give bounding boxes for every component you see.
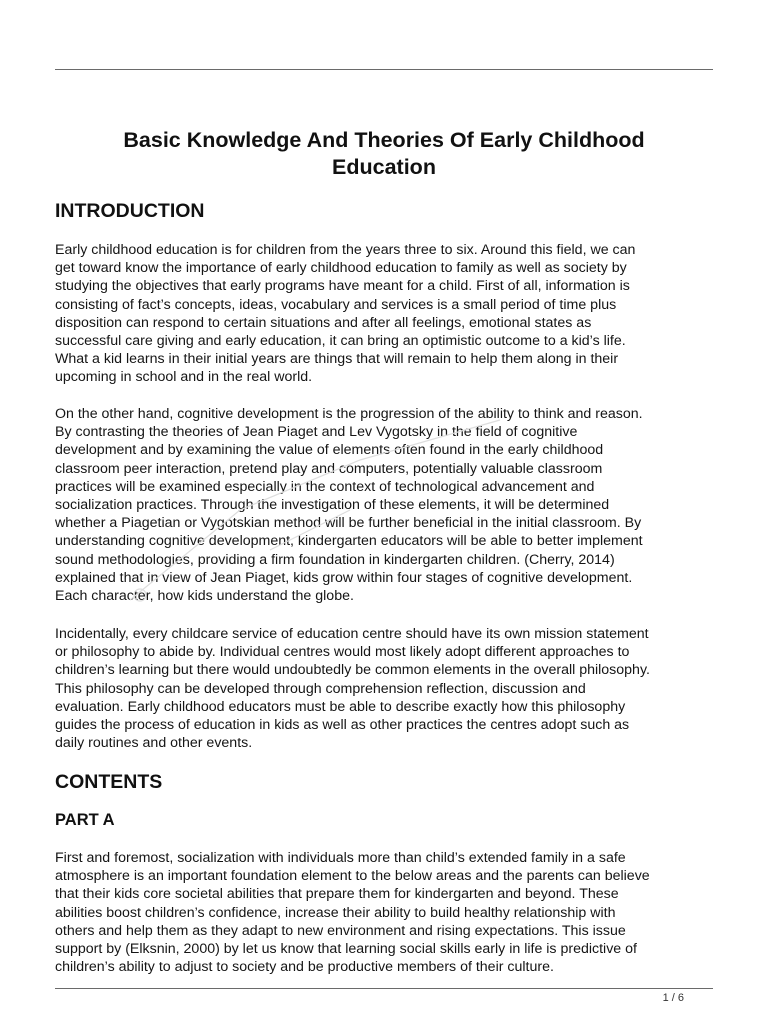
text-line: sound methodologies, providing a firm foundation in kindergarten children. (Cherry, 2014) [55, 551, 615, 568]
footer-rule [55, 988, 713, 989]
paragraph-intro-3 [55, 625, 715, 752]
text-line: abilities boost children’s confidence, increase their ability to build healthy relationship with [55, 904, 616, 921]
page-number: 1 / 6 [662, 992, 684, 1004]
paragraph-intro-2 [55, 405, 715, 605]
text-line: classroom peer interaction, pretend play and computers, potentially valuable classroom [55, 460, 603, 477]
text-line: guides the process of education in kids as well as other practices the centres adopt such as [55, 717, 630, 734]
text-line: Early childhood education is for children from the years three to six. Around this field, we can [55, 242, 636, 258]
section-heading-contents: CONTENTS [55, 771, 163, 793]
text-line: socialization practices. Through the investigation of these elements, it will be determined [55, 497, 610, 514]
document-title [55, 127, 713, 181]
title-line: Basic Knowledge And Theories Of Early Childhood [123, 128, 645, 152]
text-line: disposition can respond to certain situations and after all feelings, emotional states as [55, 314, 592, 331]
header-rule [55, 69, 713, 70]
text-line: On the other hand, cognitive development is the progression of the ability to think and reason. [55, 406, 643, 422]
section-heading-introduction: INTRODUCTION [55, 200, 205, 222]
text-line: This philosophy can be developed through comprehension reflection, discussion and [55, 680, 586, 697]
text-line: Each character, how kids understand the globe. [55, 588, 354, 605]
text-line: that their kids core societal abilities that prepare them for kindergarten and beyond. These [55, 886, 619, 903]
text-line: upcoming in school and in the real world. [55, 369, 313, 386]
text-line: Incidentally, every childcare service of education centre should have its own mission statement [55, 626, 649, 642]
text-line: others and help them as they adapt to new environment and rising expectations. This issue [55, 922, 626, 939]
text-line: children’s learning but there would undoubtedly be common elements in the overall philosophy. [55, 662, 650, 679]
text-line: evaluation. Early childhood educators must be able to describe exactly how this philosophy [55, 698, 626, 715]
text-line: support by (Elksnin, 2000) by let us know that learning social skills early in life is predictive of [55, 941, 637, 958]
text-line: practices will be examined especially in the context of technological advancement and [55, 478, 595, 495]
text-line: First and foremost, socialization with individuals more than child’s extended family in a safe [55, 850, 626, 866]
text-line: explained that in view of Jean Piaget, kids grow within four stages of cognitive development. [55, 569, 633, 586]
text-line: atmosphere is an important foundation element to the below areas and the parents can believe [55, 868, 650, 885]
paragraph-part-a-1 [55, 849, 715, 976]
text-line: understanding cognitive development, kindergarten educators will be able to better implement [55, 533, 643, 550]
title-line: Education [332, 155, 436, 179]
subsection-heading-part-a: PART A [55, 811, 115, 829]
text-line: daily routines and other events. [55, 735, 253, 752]
text-line: get toward know the importance of early childhood education to family as well as society by [55, 260, 627, 277]
text-line: successful care giving and early education, it can bring an optimistic outcome to a kid’s life. [55, 333, 626, 350]
text-line: What a kid learns in their initial years are things that will remain to help them along in their [55, 351, 619, 368]
text-line: whether a Piagetian or Vygotskian method will be further beneficial in the initial classroom. By [55, 515, 642, 532]
text-line: children’s ability to adjust to society and be productive members of their culture. [55, 959, 554, 976]
paragraph-intro-1 [55, 241, 715, 387]
text-line: consisting of fact’s concepts, ideas, vocabulary and services is a small period of time plus [55, 296, 617, 313]
text-line: By contrasting the theories of Jean Piaget and Lev Vygotsky in the field of cognitive [55, 424, 578, 441]
text-line: development and by examining the value of elements often found in the early childhood [55, 442, 604, 459]
text-line: or philosophy to abide by. Individual centres would most likely adopt different approaches to [55, 644, 630, 661]
text-line: studying the objectives that early programs have meant for a child. First of all, information is [55, 278, 630, 295]
